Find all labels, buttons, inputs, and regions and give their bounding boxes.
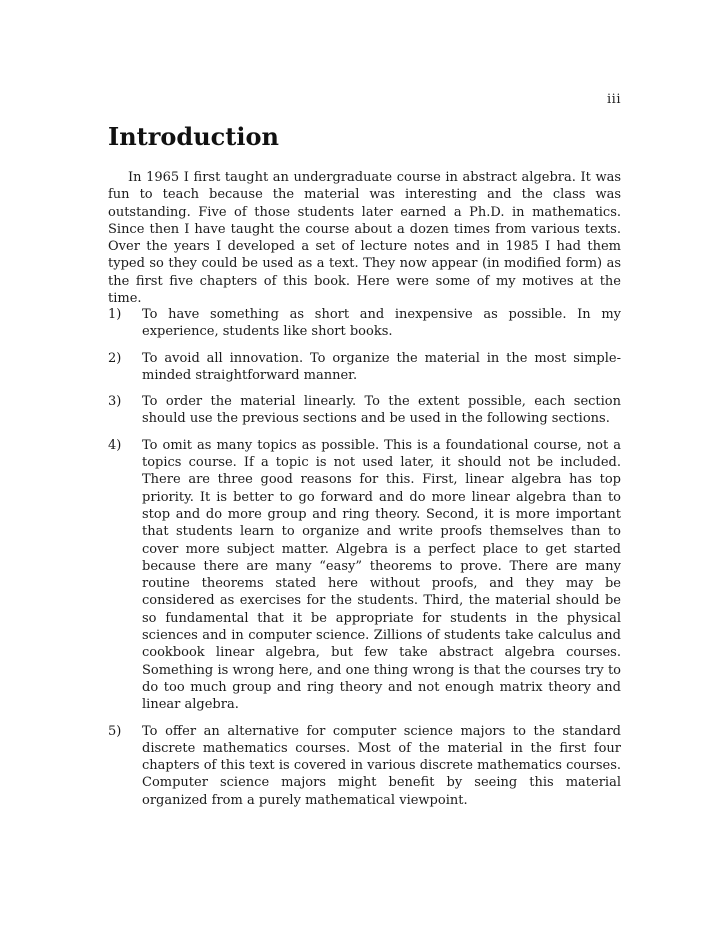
motive-marker: 5) [108, 723, 122, 739]
motive-text: To offer an alternative for computer science majors to the standard discrete mathematics courses. Most of the material in the first four chapters of this text is covered in various discrete mathematics courses. Computer science majors might benefit by seeing this material organized from a purely mathematical viewpoint. [142, 723, 621, 808]
intro-paragraph: In 1965 I first taught an undergraduate course in abstract algebra. It was fun to teach because the material was interesting and the class was outstanding. Five of those students later earned a Ph.D. in mathematics. Since then I have taught the course about a dozen times from various texts. Over the years I developed a set of lecture notes and in 1985 I had them typed so they could be used as a text. They now appear (in modified form) as the first five chapters of this book. Here were some of my motives at the time. [108, 170, 621, 307]
motive-marker: 1) [108, 307, 122, 322]
motive-text: To have something as short and inexpensive as possible. In my experience, students like short books. [142, 307, 621, 340]
motive-text: To order the material linearly. To the extent possible, each section should use the previous sections and be used in the following sections. [142, 394, 621, 427]
motive-item [108, 350, 621, 385]
motive-marker: 3) [108, 394, 122, 410]
motive-text: To omit as many topics as possible. This is a foundational course, not a topics course. If a topic is not used later, it should not be included. There are three good reasons for this. First, linear algebra has top priority. It is better to go forward and do more linear algebra than to stop and do more group and ring theory. Second, it is more important that students learn to organize and write proofs themselves than to cover more subject matter. Algebra is a perfect place to get started because there are many “easy” theorems to prove. There are many routine theorems stated here without proofs, and they may be considered as exercises for the students. Third, the material should be so fundamental that it be appropriate for students in the physical sciences and in computer science. Zillions of students take calculus and cookbook linear algebra, but few take abstract algebra courses. Something is wrong here, and one thing wrong is that the courses try to do too much group and ring theory and not enough matrix theory and linear algebra. [142, 437, 621, 713]
motive-marker: 4) [108, 437, 122, 453]
motive-text: To avoid all innovation. To organize the material in the most simple-minded straightforward manner. [142, 350, 621, 383]
motive-item [108, 723, 621, 809]
motive-item [108, 437, 621, 714]
page-number: iii [607, 92, 621, 107]
motive-item [108, 393, 621, 428]
motive-item [108, 306, 621, 341]
motives-list [108, 306, 621, 818]
chapter-title: Introduction [108, 122, 279, 151]
motive-marker: 2) [108, 350, 122, 366]
